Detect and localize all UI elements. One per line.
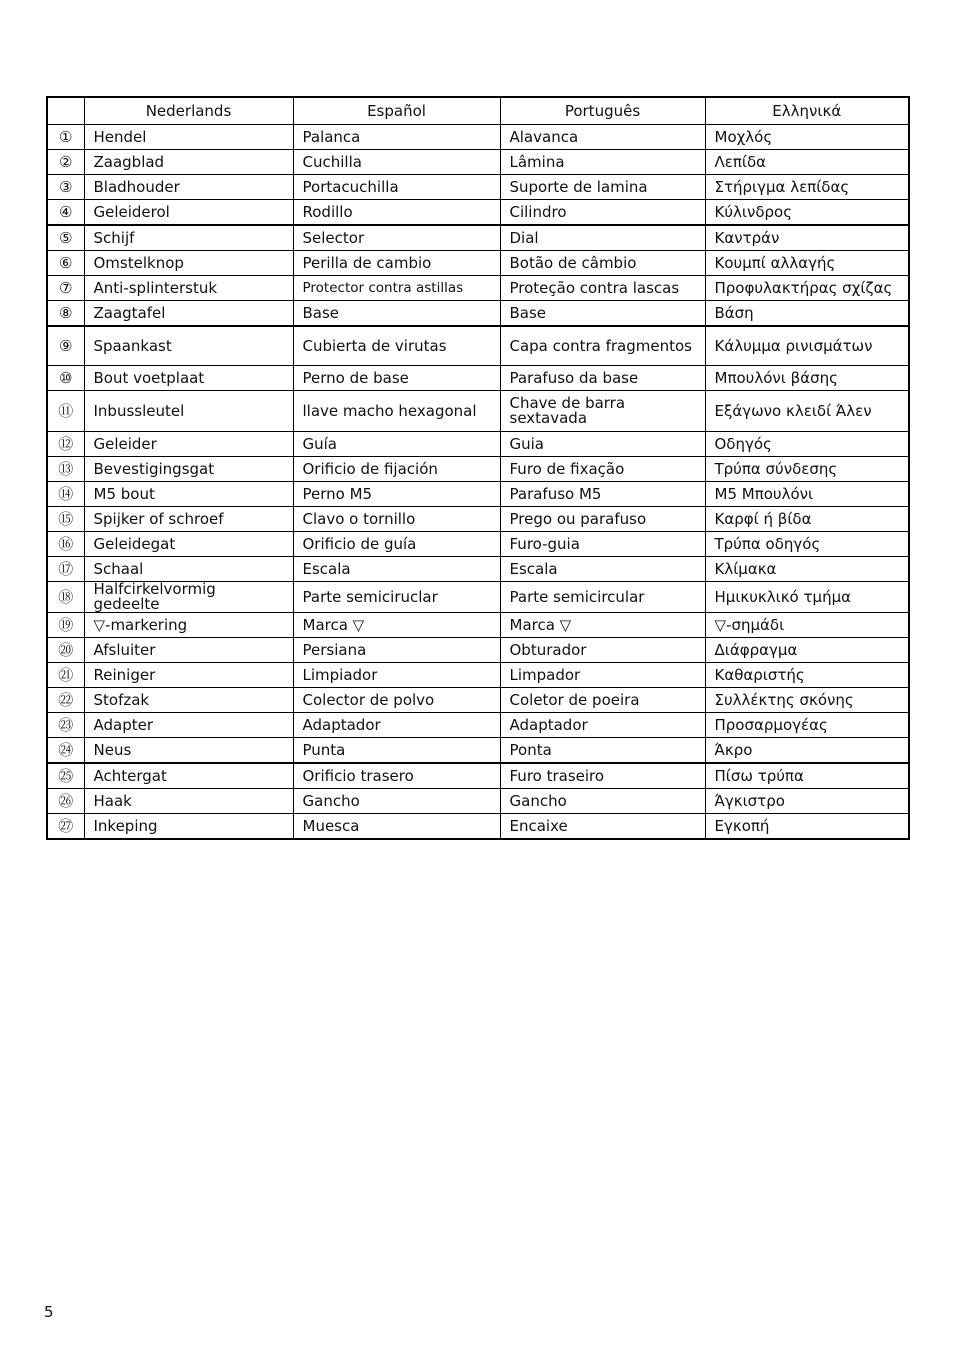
cell-item-number: ⑦ [47,276,84,301]
cell-item-number: ⑱ [47,582,84,613]
cell-espanol: Punta [293,738,500,764]
cell-espanol: Protector contra astillas [293,276,500,301]
cell-ellinika: Προσαρμογέας [705,713,909,738]
cell-nederlands: Anti-splinterstuk [84,276,293,301]
cell-item-number: ⑫ [47,432,84,457]
cell-ellinika: Στήριγμα λεπίδας [705,175,909,200]
cell-portugues: Limpador [500,663,705,688]
cell-ellinika: Βάση [705,301,909,327]
cell-portugues: Furo traseiro [500,763,705,789]
table-row [47,225,909,251]
cell-portugues: Furo de fixação [500,457,705,482]
cell-espanol: Orificio trasero [293,763,500,789]
table-row [47,688,909,713]
cell-ellinika: Τρύπα οδηγός [705,532,909,557]
cell-ellinika: Κύλινδρος [705,200,909,226]
cell-portugues: Marca ▽ [500,613,705,638]
parts-table [46,96,910,840]
cell-item-number: ⑯ [47,532,84,557]
cell-portugues: Chave de barra sextavada [500,391,705,432]
cell-espanol: Adaptador [293,713,500,738]
header-portugues: Português [500,97,705,125]
cell-item-number: ⑬ [47,457,84,482]
table-row [47,200,909,226]
cell-portugues: Obturador [500,638,705,663]
table-row [47,457,909,482]
cell-espanol: Clavo o tornillo [293,507,500,532]
cell-portugues: Alavanca [500,125,705,150]
cell-espanol: Perno de base [293,366,500,391]
cell-ellinika: Ημικυκλικό τμήμα [705,582,909,613]
cell-portugues: Proteção contra lascas [500,276,705,301]
header-row [47,97,909,125]
table-row [47,613,909,638]
cell-nederlands: Bevestigingsgat [84,457,293,482]
cell-ellinika: Εξάγωνο κλειδί Άλεν [705,391,909,432]
table-row [47,276,909,301]
table-row [47,638,909,663]
table-row [47,391,909,432]
cell-ellinika: Εγκοπή [705,814,909,840]
cell-espanol: Orificio de fijación [293,457,500,482]
cell-nederlands: Afsluiter [84,638,293,663]
cell-ellinika: Άγκιστρο [705,789,909,814]
cell-portugues: Encaixe [500,814,705,840]
cell-item-number: ⑨ [47,326,84,366]
cell-item-number: ④ [47,200,84,226]
header-number [47,97,84,125]
cell-portugues: Botão de câmbio [500,251,705,276]
cell-nederlands: Adapter [84,713,293,738]
cell-espanol: Marca ▽ [293,613,500,638]
cell-ellinika: Οδηγός [705,432,909,457]
cell-ellinika: Άκρο [705,738,909,764]
cell-portugues: Base [500,301,705,327]
cell-nederlands: Halfcirkelvormig gedeelte [84,582,293,613]
cell-ellinika: Λεπίδα [705,150,909,175]
cell-ellinika: Προφυλακτήρας σχίζας [705,276,909,301]
cell-portugues: Cilindro [500,200,705,226]
cell-nederlands: Omstelknop [84,251,293,276]
table-row [47,663,909,688]
cell-espanol: Perilla de cambio [293,251,500,276]
table-row [47,557,909,582]
page-number: 5 [44,1303,54,1321]
cell-espanol: Rodillo [293,200,500,226]
cell-espanol: llave macho hexagonal [293,391,500,432]
header-ellinika: Ελληνικά [705,97,909,125]
cell-nederlands: Schaal [84,557,293,582]
cell-espanol: Muesca [293,814,500,840]
cell-portugues: Ponta [500,738,705,764]
cell-portugues: Parte semicircular [500,582,705,613]
cell-portugues: Adaptador [500,713,705,738]
table-row [47,251,909,276]
cell-item-number: ⑳ [47,638,84,663]
cell-portugues: Dial [500,225,705,251]
cell-item-number: ① [47,125,84,150]
cell-portugues: Prego ou parafuso [500,507,705,532]
cell-nederlands: Inkeping [84,814,293,840]
cell-portugues: Coletor de poeira [500,688,705,713]
cell-portugues: Capa contra fragmentos [500,326,705,366]
cell-nederlands: Spaankast [84,326,293,366]
cell-espanol: Palanca [293,125,500,150]
cell-nederlands: Schijf [84,225,293,251]
cell-nederlands: Reiniger [84,663,293,688]
table-row [47,366,909,391]
cell-portugues: Furo-guia [500,532,705,557]
cell-ellinika: Συλλέκτης σκόνης [705,688,909,713]
cell-item-number: ㉑ [47,663,84,688]
table-row [47,175,909,200]
cell-item-number: ㉔ [47,738,84,764]
cell-item-number: ㉗ [47,814,84,840]
cell-portugues: Parafuso M5 [500,482,705,507]
cell-espanol: Guía [293,432,500,457]
cell-portugues: Guia [500,432,705,457]
cell-ellinika: Κλίμακα [705,557,909,582]
cell-ellinika: Καντράν [705,225,909,251]
cell-ellinika: ▽-σημάδι [705,613,909,638]
table-row [47,814,909,840]
table-body [47,125,909,840]
cell-item-number: ⑲ [47,613,84,638]
cell-nederlands: Zaagblad [84,150,293,175]
cell-espanol: Cubierta de virutas [293,326,500,366]
cell-ellinika: Πίσω τρύπα [705,763,909,789]
cell-ellinika: Διάφραγμα [705,638,909,663]
cell-nederlands: Inbussleutel [84,391,293,432]
cell-item-number: ⑥ [47,251,84,276]
cell-portugues: Gancho [500,789,705,814]
cell-nederlands: Spijker of schroef [84,507,293,532]
table-row [47,582,909,613]
cell-item-number: ㉖ [47,789,84,814]
cell-espanol: Colector de polvo [293,688,500,713]
table-row [47,150,909,175]
header-espanol: Español [293,97,500,125]
cell-item-number: ⑰ [47,557,84,582]
cell-item-number: ⑪ [47,391,84,432]
table-row [47,738,909,764]
cell-nederlands: Geleidegat [84,532,293,557]
cell-espanol: Selector [293,225,500,251]
cell-nederlands: M5 bout [84,482,293,507]
cell-espanol: Parte semiciruclar [293,582,500,613]
cell-nederlands: Geleiderol [84,200,293,226]
table-row [47,326,909,366]
cell-item-number: ⑩ [47,366,84,391]
cell-nederlands: ▽-markering [84,613,293,638]
cell-ellinika: Μοχλός [705,125,909,150]
cell-item-number: ③ [47,175,84,200]
cell-espanol: Portacuchilla [293,175,500,200]
cell-espanol: Persiana [293,638,500,663]
cell-ellinika: Τρύπα σύνδεσης [705,457,909,482]
cell-ellinika: Καρφί ή βίδα [705,507,909,532]
cell-portugues: Lâmina [500,150,705,175]
cell-item-number: ㉕ [47,763,84,789]
cell-espanol: Escala [293,557,500,582]
cell-nederlands: Zaagtafel [84,301,293,327]
cell-espanol: Gancho [293,789,500,814]
table-row [47,789,909,814]
table-row [47,432,909,457]
cell-espanol: Perno M5 [293,482,500,507]
cell-portugues: Escala [500,557,705,582]
cell-item-number: ⑤ [47,225,84,251]
cell-espanol: Limpiador [293,663,500,688]
cell-ellinika: Μ5 Μπουλόνι [705,482,909,507]
cell-item-number: ② [47,150,84,175]
table-row [47,482,909,507]
table-row [47,763,909,789]
cell-item-number: ㉓ [47,713,84,738]
cell-item-number: ⑧ [47,301,84,327]
cell-item-number: ⑮ [47,507,84,532]
cell-ellinika: Μπουλόνι βάσης [705,366,909,391]
cell-nederlands: Stofzak [84,688,293,713]
cell-nederlands: Hendel [84,125,293,150]
table-row [47,532,909,557]
cell-nederlands: Neus [84,738,293,764]
cell-ellinika: Κουμπί αλλαγής [705,251,909,276]
cell-ellinika: Κάλυμμα ρινισμάτων [705,326,909,366]
table-row [47,301,909,327]
cell-item-number: ⑭ [47,482,84,507]
cell-espanol: Base [293,301,500,327]
cell-nederlands: Haak [84,789,293,814]
cell-espanol: Cuchilla [293,150,500,175]
cell-nederlands: Bout voetplaat [84,366,293,391]
cell-ellinika: Καθαριστής [705,663,909,688]
table-row [47,125,909,150]
table-row [47,507,909,532]
header-nederlands: Nederlands [84,97,293,125]
cell-nederlands: Achtergat [84,763,293,789]
cell-portugues: Parafuso da base [500,366,705,391]
cell-nederlands: Bladhouder [84,175,293,200]
cell-portugues: Suporte de lamina [500,175,705,200]
cell-item-number: ㉒ [47,688,84,713]
cell-espanol: Orificio de guía [293,532,500,557]
cell-nederlands: Geleider [84,432,293,457]
table-row [47,713,909,738]
